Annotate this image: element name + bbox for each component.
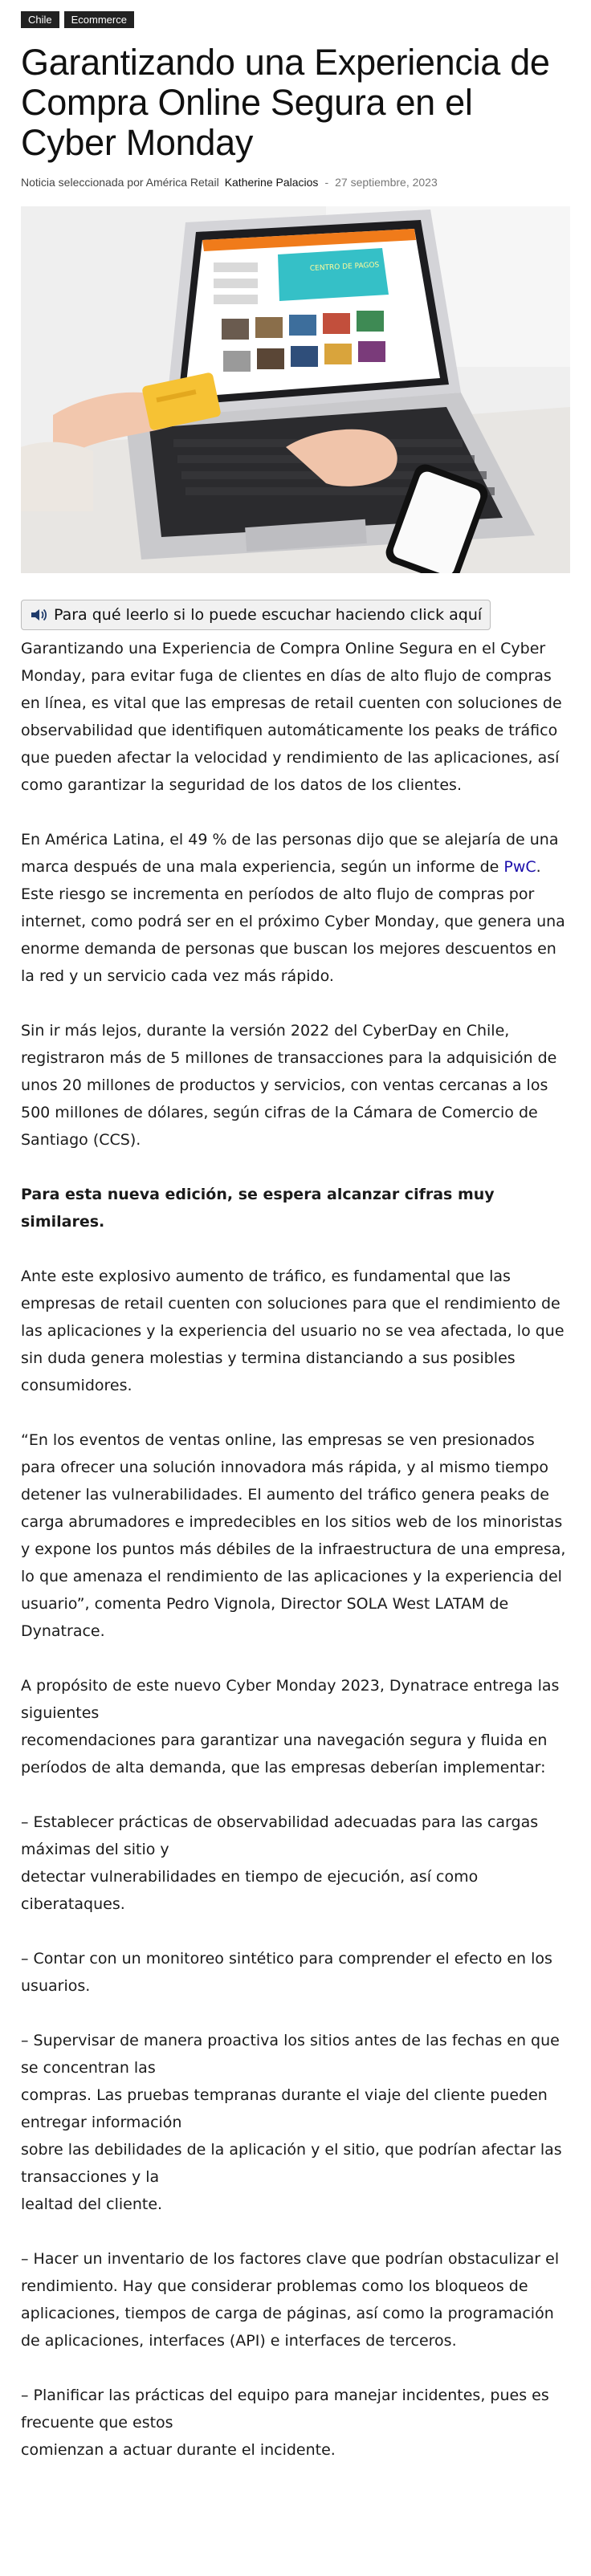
- paragraph-line: – Supervisar de manera proactiva los sitios antes de las fechas en que se concentran las: [21, 2032, 560, 2077]
- category-tag-ecommerce[interactable]: Ecommerce: [64, 11, 134, 28]
- listen-button[interactable]: [21, 600, 491, 630]
- paragraph-line: – Planificar las prácticas del equipo para manejar incidentes, pues es frecuente que estos: [21, 2387, 549, 2432]
- paragraph-line: sobre las debilidades de la aplicación y el sitio, que podrían afectar las transacciones y la: [21, 2141, 562, 2186]
- speaker-icon: [30, 607, 47, 623]
- recommendation-item: – Hacer un inventario de los factores clave que podrían obstaculizar el rendimiento. Hay que considerar problemas como los bloqueos de aplicaciones, tiempos de carga de páginas, así como la programación de aplicaciones, interfaces (API) e interfaces de terceros.: [21, 2250, 560, 2350]
- paragraph-line: A propósito de este nuevo Cyber Monday 2023, Dynatrace entrega las siguientes: [21, 1677, 560, 1722]
- meta-separator: -: [324, 176, 329, 189]
- article-page: [21, 11, 570, 2491]
- recommendation-item: [21, 2382, 570, 2464]
- hero-image: [21, 206, 570, 573]
- paragraph: [21, 1672, 570, 1781]
- paragraph-line: lealtad del cliente.: [21, 2196, 163, 2213]
- paragraph: [21, 1181, 570, 1235]
- laptop-shopping-photo-icon: [21, 206, 570, 573]
- meta-prefix: Noticia seleccionada por América Retail: [21, 176, 219, 189]
- paragraph: Ante este explosivo aumento de tráfico, es fundamental que las empresas de retail cuenten con soluciones para que el rendimiento de las aplicaciones y la experiencia del usuario no se vea afectada, lo que sin duda genera molestias y termina distanciando a sus posibles consumidores.: [21, 1268, 565, 1394]
- bold-statement: Para esta nueva edición, se espera alcanzar cifras muy similares.: [21, 1186, 495, 1231]
- author-link[interactable]: Katherine Palacios: [224, 176, 319, 189]
- publish-date: 27 septiembre, 2023: [335, 176, 438, 189]
- hero-banner-text: CENTRO DE PAGOS: [309, 261, 380, 273]
- paragraph-line: – Establecer prácticas de observabilidad adecuadas para las cargas máximas del sitio y: [21, 1813, 539, 1858]
- pwc-link[interactable]: PwC: [503, 858, 536, 876]
- recommendation-item: [21, 1809, 570, 1918]
- category-tag-chile[interactable]: Chile: [21, 11, 59, 28]
- paragraph-line: comienzan a actuar durante el incidente.: [21, 2441, 336, 2459]
- recommendation-item: – Contar con un monitoreo sintético para comprender el efecto en los usuarios.: [21, 1950, 552, 1995]
- article-body: [21, 635, 570, 2464]
- listen-button-label: Para qué leerlo si lo puede escuchar haciendo click aquí: [54, 606, 483, 624]
- paragraph-line: detectar vulnerabilidades en tiempo de ejecución, así como ciberataques.: [21, 1868, 479, 1913]
- recommendation-item: [21, 2027, 570, 2218]
- paragraph-line: recomendaciones para garantizar una navegación segura y fluida en períodos de alta demanda, que las empresas deberían implementar:: [21, 1732, 548, 1776]
- article-title: Garantizando una Experiencia de Compra Online Segura en el Cyber Monday: [21, 42, 550, 163]
- paragraph: [21, 826, 570, 990]
- article-meta: [21, 176, 570, 189]
- paragraph: Sin ir más lejos, durante la versión 2022 del CyberDay en Chile, registraron más de 5 millones de transacciones para la adquisición de unos 20 millones de productos y servicios, con ventas cercanas a los 500 millones de dólares, según cifras de la Cámara de Comercio de Santiago (CCS).: [21, 1022, 557, 1149]
- paragraph-text: En América Latina, el 49 % de las personas dijo que se alejaría de una marca después de una mala experiencia, según un informe de: [21, 831, 559, 876]
- paragraph: Garantizando una Experiencia de Compra Online Segura en el Cyber Monday, para evitar fuga de clientes en días de alto flujo de compras en línea, es vital que las empresas de retail cuenten con soluciones de observabilidad que identifiquen automáticamente los peaks de tráfico que pueden afectar la velocidad y rendimiento de las aplicaciones, así como garantizar la seguridad de los datos de los clientes.: [21, 640, 562, 794]
- paragraph-line: compras. Las pruebas tempranas durante el viaje del cliente pueden entregar información: [21, 2086, 548, 2131]
- paragraph-text: . Este riesgo se incrementa en períodos de alto flujo de compras por internet, como podrá ser en el próximo Cyber Monday, que genera una enorme demanda de personas que buscan los mejores descuentos en la red y un servicio cada vez más rápido.: [21, 858, 565, 985]
- category-tags: [21, 11, 570, 28]
- quote-paragraph: “En los eventos de ventas online, las empresas se ven presionados para ofrecer una solución innovadora más rápida, y al mismo tiempo detener las vulnerabilidades. El aumento del tráfico genera peaks de carga abrumadores e impredecibles en los sitios web de los minoristas y expone los puntos más débiles de la infraestructura de una empresa, lo que amenaza el rendimiento de las aplicaciones y la experiencia del usuario”, comenta Pedro Vignola, Director SOLA West LATAM de Dynatrace.: [21, 1431, 566, 1640]
